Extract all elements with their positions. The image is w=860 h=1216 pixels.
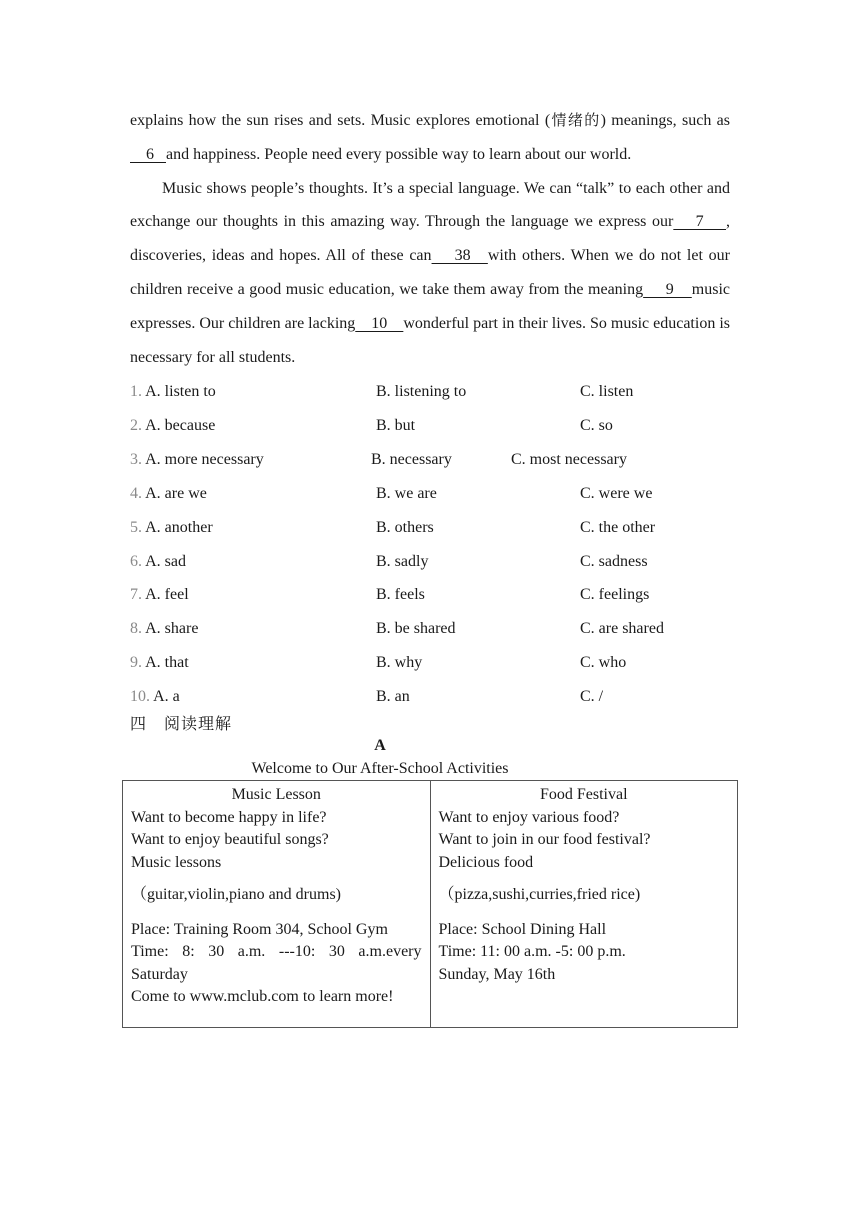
option-b: B. others [376,519,434,536]
passage-text: ) meanings, [600,112,677,129]
option-b: B. be shared [376,620,456,637]
passage-text: such as [681,112,730,129]
option-b: B. why [376,654,423,671]
ad-place: Place: Training Room 304, School Gym [131,920,388,938]
option-c: C. feelings [580,586,650,603]
blank-10: 10 [355,314,404,332]
passage-text: music expresses. Our children are lacking [130,280,730,332]
question-number: 1. [130,383,142,400]
question-row [130,583,690,607]
option-c: C. were we [580,485,653,502]
option-a: A. feel [145,586,189,603]
option-b: B. feels [376,586,425,603]
food-festival-title: Food Festival [539,786,628,803]
question-row [130,516,690,540]
option-b: B. but [376,417,416,434]
option-a: A. another [145,519,213,536]
option-b: B. we are [376,485,437,502]
passage-paragraph-1 [130,104,730,172]
option-a: A. a [153,688,180,705]
question-number: 7. [130,586,142,603]
passage-paragraph-2 [130,172,730,375]
question-row [130,685,690,709]
section-title: 四 阅读理解 [130,714,233,733]
question-number: 4. [130,485,142,502]
question-row [130,414,690,438]
question-row [130,380,690,404]
passage-text: , discoveries, ideas and hopes. All of these can [130,213,731,265]
option-a: A. listen to [145,383,216,400]
question-number: 8. [130,620,142,637]
ad-items: （pizza,sushi,curries,fried rice) [438,886,641,903]
question-row [130,651,690,675]
question-number: 3. [130,451,142,468]
question-number: 6. [130,553,142,570]
music-lesson-title: Music Lesson [231,786,321,803]
option-c: C. listen [580,383,634,400]
ad-line: Want to enjoy beautiful songs? [131,831,329,848]
ad-items: （guitar,violin,piano and drums) [131,886,341,903]
ad-time: Time: 11: 00 a.m. -5: 00 p.m. [438,943,626,960]
passage-text: with others. When we do not let our children receive a good music education, we take them away from the meaning [130,247,731,298]
chinese-gloss: 情绪的 [550,111,601,129]
option-b: B. sadly [376,553,429,570]
blank-6: 6 [130,145,166,163]
question-number: 10. [130,688,150,705]
passage-text: Music shows people’s thoughts. It’s a special language. We can “talk” to each other and exchange our thoughts in this amazing way. Through the language we express our [130,179,730,231]
ad-place: Place: School Dining Hall [438,920,607,938]
option-b: B. an [376,688,410,705]
ad-line: Want to become happy in life? [131,808,327,826]
passage-part-label: A [374,737,386,754]
ad-time: Time: 8: 30 a.m. ---10: 30 a.m.every [131,943,422,960]
ad-line: Delicious food [438,853,534,871]
passage [130,104,730,374]
option-a: A. share [145,620,199,637]
ad-line: Want to join in our food festival? [438,831,651,848]
option-a: A. because [145,417,216,434]
option-c: C. are shared [580,620,664,637]
question-row [130,448,690,472]
blank-38: 38 [431,247,488,265]
option-b: B. listening to [376,383,467,400]
ad-day: Saturday [131,965,188,983]
option-c: C. the other [580,519,656,536]
ad-line: Want to enjoy various food? [438,808,620,826]
activities-table [122,780,738,1028]
question-number: 9. [130,654,142,671]
ad-heading: Welcome to Our After-School Activities [251,760,509,777]
passage-text: explains how the sun rises and sets. Music explores emotional ( [130,112,551,129]
ad-line: Music lessons [131,853,222,871]
food-festival-cell [430,781,738,1028]
option-c: C. most necessary [511,451,627,468]
option-a: A. more necessary [145,451,264,468]
ad-day: Sunday, May 16th [438,965,556,983]
option-b: B. necessary [371,451,452,468]
music-lesson-cell [123,781,431,1028]
option-c: C. so [580,417,613,434]
passage-text: and happiness. People need every possible way to learn about our world. [166,145,632,163]
option-c: C. sadness [580,553,648,570]
blank-9: 9 [643,280,692,298]
option-a: A. sad [145,553,187,570]
ad-website: Come to www.mclub.com to learn more! [131,988,394,1005]
option-a: A. that [145,654,189,671]
question-number: 2. [130,417,142,434]
question-row [130,550,690,574]
question-row [130,482,690,506]
passage-text: wonderful part in their lives. So music education is necessary for all students. [130,314,731,366]
option-a: A. are we [145,485,207,502]
question-row [130,617,690,641]
option-c: C. / [580,688,604,705]
blank-7: 7 [673,213,727,231]
option-c: C. who [580,654,627,671]
question-number: 5. [130,519,142,536]
